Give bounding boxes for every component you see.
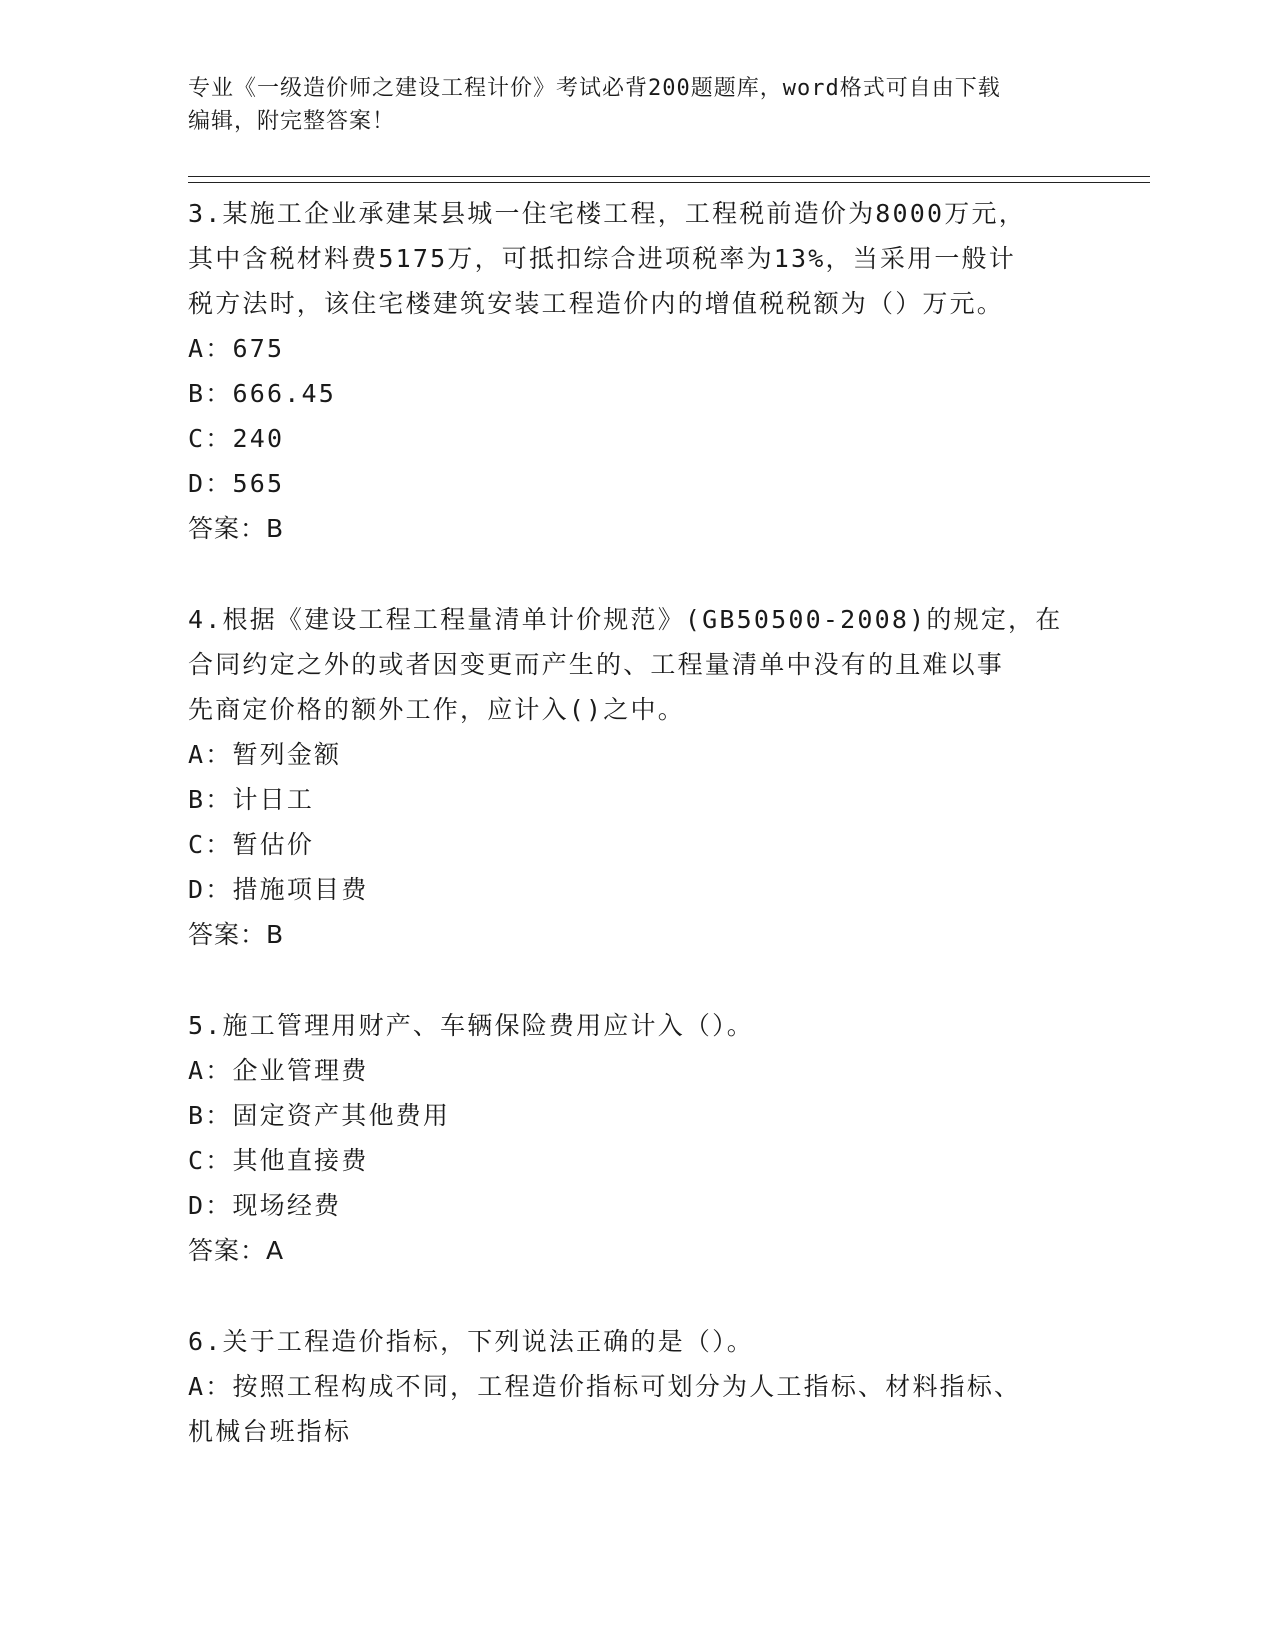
header-divider-top — [188, 176, 1150, 177]
question-3 — [188, 191, 1068, 551]
option-b: B：固定资产其他费用 — [188, 1101, 451, 1130]
option-c: C：240 — [188, 424, 285, 453]
spacer — [188, 551, 1068, 597]
question-stem-line: 3.某施工企业承建某县城一住宅楼工程，工程税前造价为8000万元， — [188, 199, 1026, 228]
question-4 — [188, 597, 1068, 957]
option-a: A：675 — [188, 334, 285, 363]
option-a: A：按照工程构成不同，工程造价指标可划分为人工指标、材料指标、 — [188, 1372, 1022, 1401]
document-header — [188, 72, 1068, 138]
option-d: D：现场经费 — [188, 1191, 342, 1220]
answer-key: 答案：B — [188, 920, 285, 949]
option-a: A：暂列金额 — [188, 740, 342, 769]
question-stem-line: 5.施工管理用财产、车辆保险费用应计入（）。 — [188, 1011, 755, 1040]
question-stem-line: 6.关于工程造价指标，下列说法正确的是（）。 — [188, 1327, 755, 1356]
option-a: A：企业管理费 — [188, 1056, 369, 1085]
option-a-continued: 机械台班指标 — [188, 1417, 352, 1446]
option-b: B：666.45 — [188, 379, 336, 408]
header-divider-bottom — [188, 182, 1150, 183]
question-5 — [188, 1003, 1068, 1273]
question-stem-line: 合同约定之外的或者因变更而产生的、工程量清单中没有的且难以事 — [188, 650, 1005, 679]
option-c: C：其他直接费 — [188, 1146, 369, 1175]
spacer — [188, 1273, 1068, 1319]
question-6 — [188, 1319, 1068, 1454]
question-stem-line: 税方法时，该住宅楼建筑安装工程造价内的增值税税额为（）万元。 — [188, 289, 1005, 318]
option-b: B：计日工 — [188, 785, 315, 814]
answer-key: 答案：A — [188, 1236, 285, 1265]
answer-key: 答案：B — [188, 514, 285, 543]
option-c: C：暂估价 — [188, 830, 315, 859]
option-d: D：565 — [188, 469, 285, 498]
question-list — [188, 191, 1068, 1454]
spacer — [188, 957, 1068, 1003]
header-line-2: 编辑，附完整答案！ — [188, 109, 396, 134]
question-stem-line: 先商定价格的额外工作，应计入()之中。 — [188, 695, 685, 724]
question-stem-line: 其中含税材料费5175万，可抵扣综合进项税率为13%，当采用一般计 — [188, 244, 1016, 273]
question-stem-line: 4.根据《建设工程工程量清单计价规范》(GB50500-2008)的规定，在 — [188, 605, 1063, 634]
option-d: D：措施项目费 — [188, 875, 369, 904]
header-line-1: 专业《一级造价师之建设工程计价》考试必背200题题库，word格式可自由下载 — [188, 76, 1001, 101]
